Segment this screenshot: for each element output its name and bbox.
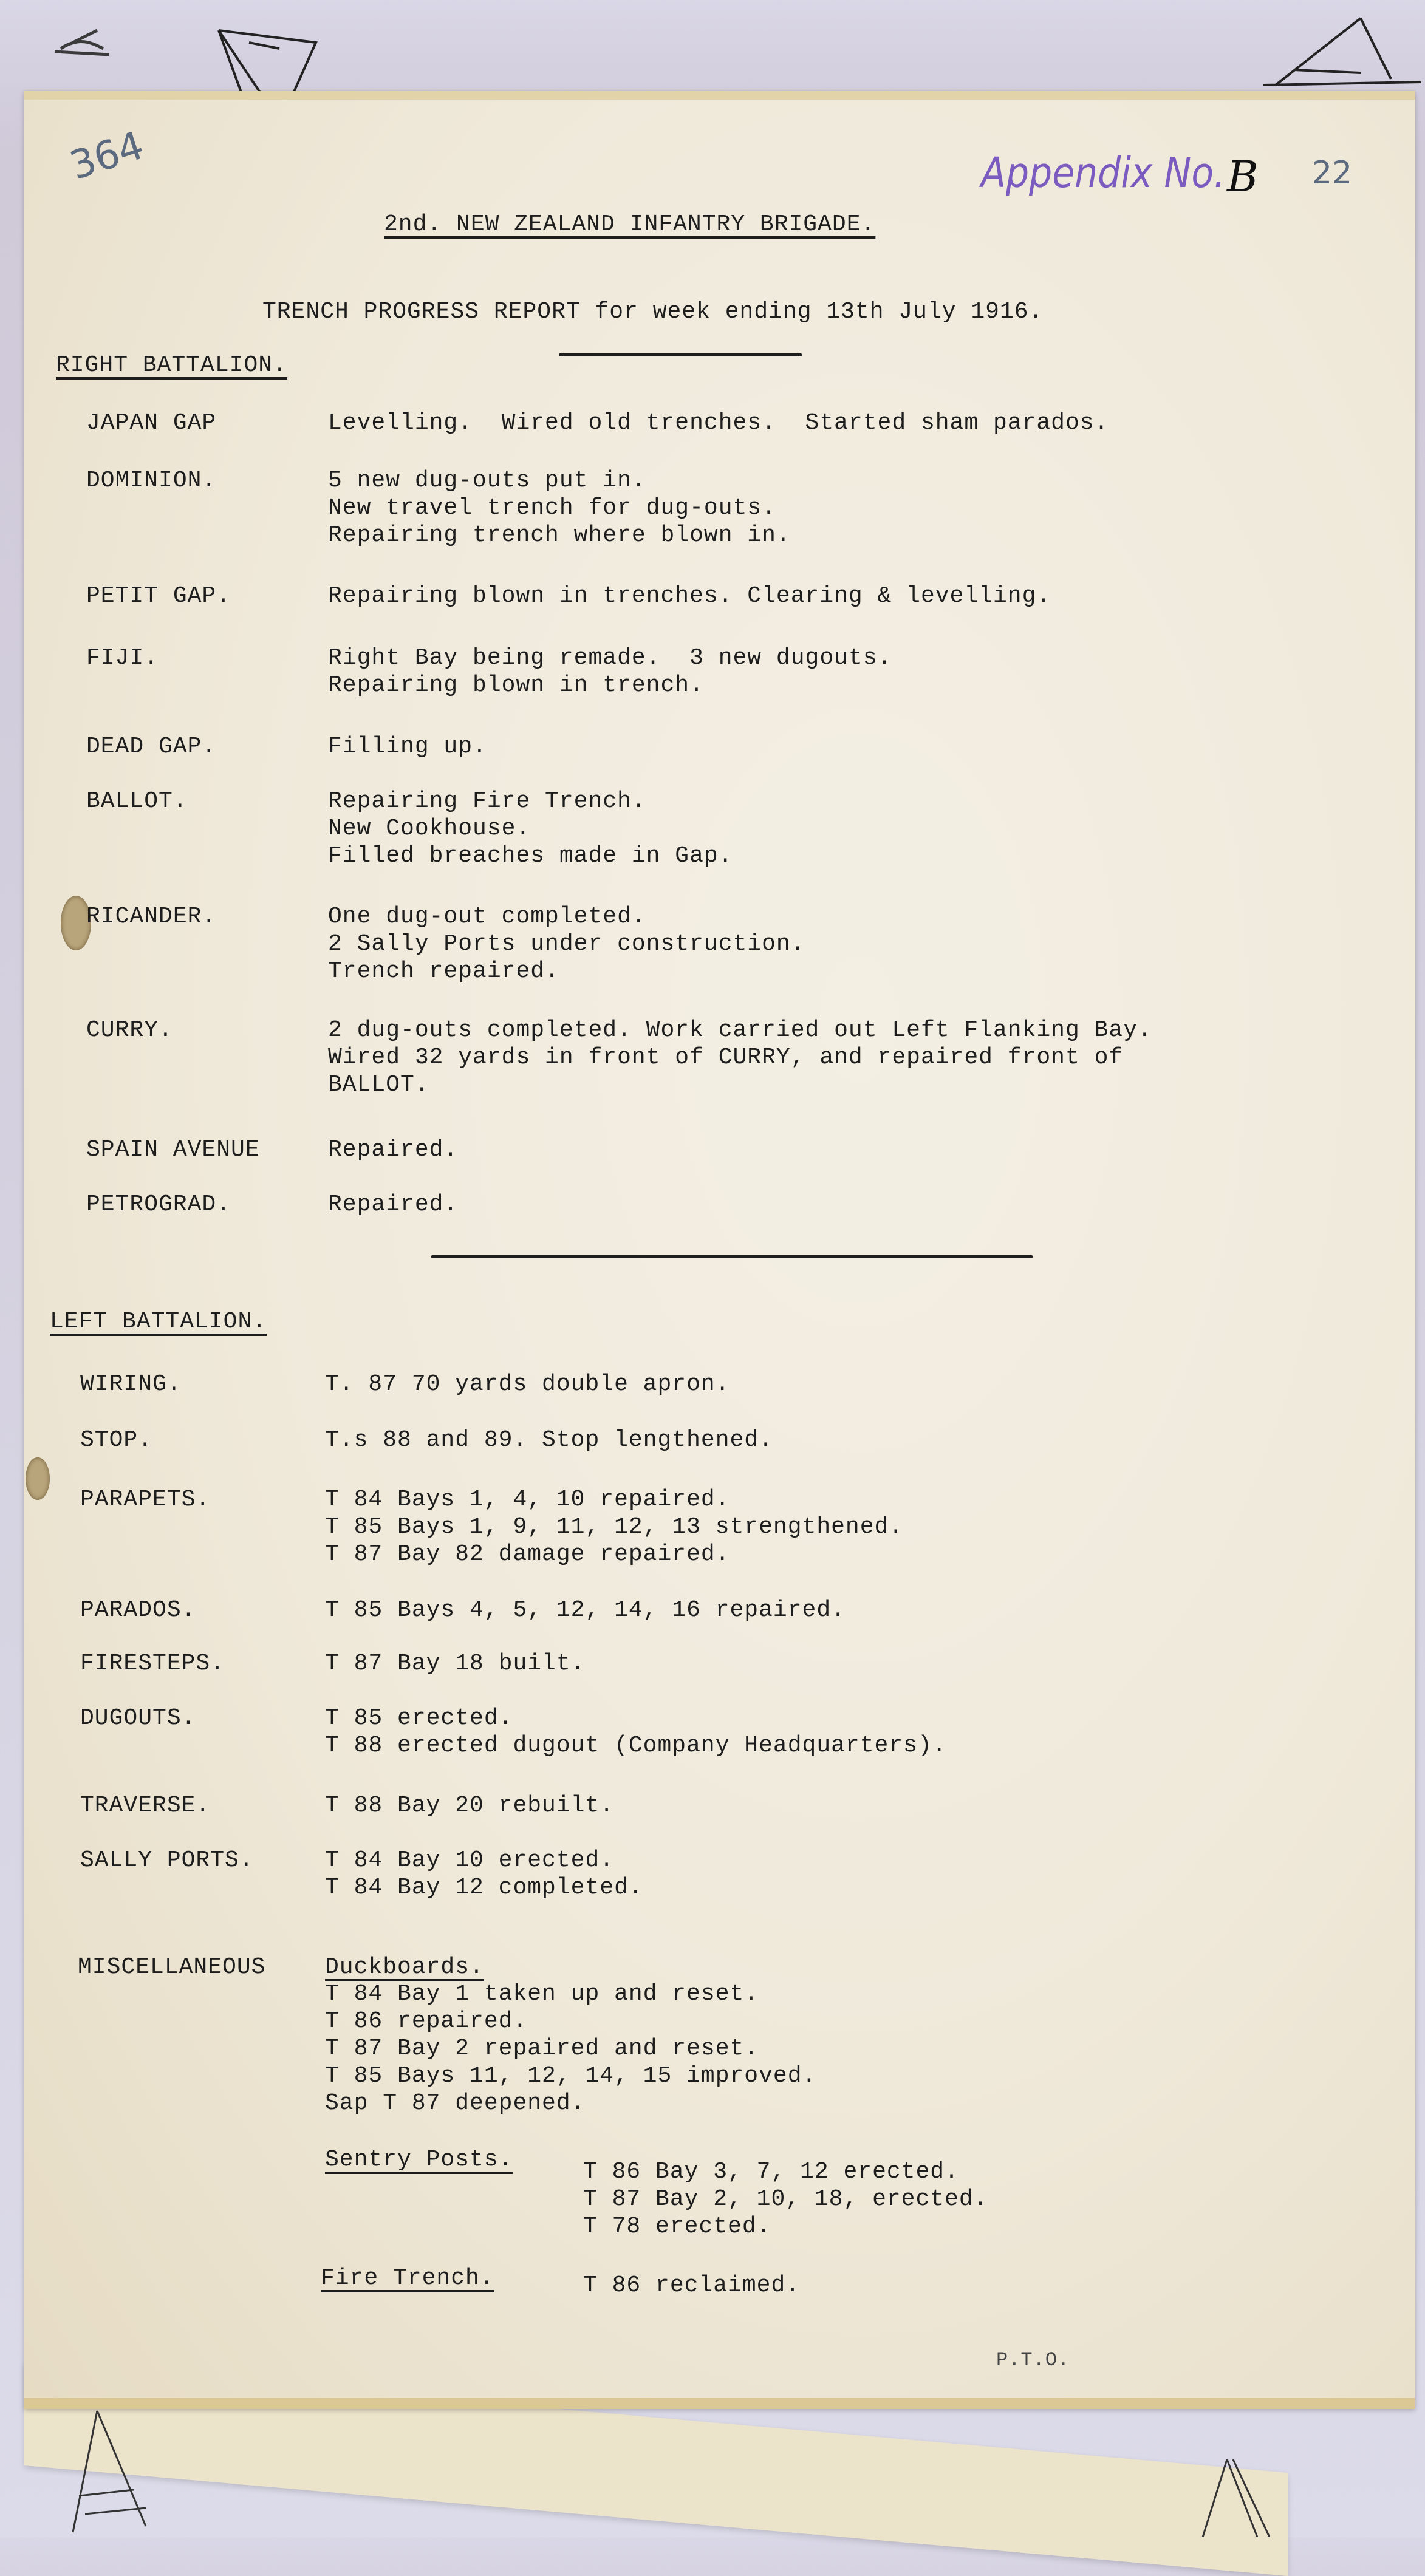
entry-line: Right Bay being remade. 3 new dugouts. xyxy=(328,645,892,671)
entry-line: T 78 erected. xyxy=(583,2213,771,2240)
left-battalion-heading: LEFT BATTALION. xyxy=(50,1309,267,1335)
entry-line: T.s 88 and 89. Stop lengthened. xyxy=(325,1427,773,1453)
report-title: TRENCH PROGRESS REPORT for week ending 13th July 1916. xyxy=(262,299,1044,325)
entry-line: T 87 Bay 82 damage repaired. xyxy=(325,1541,730,1567)
entry-line: T 84 Bay 12 completed. xyxy=(325,1875,643,1901)
appendix-label: Appendix No. xyxy=(981,148,1226,198)
entry-label: FIRESTEPS. xyxy=(80,1651,225,1677)
entry-label: SALLY PORTS. xyxy=(80,1847,254,1873)
entry-line: Filling up. xyxy=(328,734,487,760)
entry-line: T 87 Bay 2, 10, 18, erected. xyxy=(583,2186,988,2212)
entry-label: RICANDER. xyxy=(86,904,217,930)
sentry-posts-heading: Sentry Posts. xyxy=(325,2147,513,2173)
brigade-title: 2nd. NEW ZEALAND INFANTRY BRIGADE. xyxy=(384,211,876,237)
entry-label: STOP. xyxy=(80,1427,153,1453)
entry-line: T 86 repaired. xyxy=(325,2008,528,2034)
entry-line: Repairing trench where blown in. xyxy=(328,522,791,548)
folio-number: 364 xyxy=(64,123,149,189)
pencil-doodle-bottom-right xyxy=(1191,2459,1288,2537)
entry-label: TRAVERSE. xyxy=(80,1793,211,1819)
entry-line: Trench repaired. xyxy=(328,958,559,984)
pencil-doodle-top-left xyxy=(36,6,352,103)
entry-line: T 88 Bay 20 rebuilt. xyxy=(325,1793,615,1819)
entry-label: DUGOUTS. xyxy=(80,1705,196,1731)
entry-line: Repaired. xyxy=(328,1191,459,1218)
entry-line: Wired 32 yards in front of CURRY, and repaired front of xyxy=(328,1044,1124,1071)
entry-line: Repairing blown in trenches. Clearing & levelling. xyxy=(328,583,1051,609)
title-rule xyxy=(559,353,802,356)
entry-line: Levelling. Wired old trenches. Started sham parados. xyxy=(328,410,1109,436)
entry-line: T 87 Bay 18 built. xyxy=(325,1651,586,1677)
entry-label: PARAPETS. xyxy=(80,1487,211,1513)
pto-note: P.T.O. xyxy=(996,2349,1070,2371)
entry-line: T 85 erected. xyxy=(325,1705,513,1731)
entry-line: 2 Sally Ports under construction. xyxy=(328,931,805,957)
fire-trench-heading: Fire Trench. xyxy=(321,2265,494,2291)
right-battalion-heading: RIGHT BATTALION. xyxy=(56,352,287,378)
page-number: 22 xyxy=(1312,155,1353,191)
entry-line: New travel trench for dug-outs. xyxy=(328,495,776,521)
entry-line: Repaired. xyxy=(328,1137,459,1163)
entry-line: T 84 Bay 1 taken up and reset. xyxy=(325,1981,759,2007)
entry-label: FIJI. xyxy=(86,645,159,671)
duckboards-heading: Duckboards. xyxy=(325,1954,484,1980)
entry-label: CURRY. xyxy=(86,1017,173,1043)
entry-line: T 84 Bay 10 erected. xyxy=(325,1847,615,1873)
entry-line: T 86 Bay 3, 7, 12 erected. xyxy=(583,2159,959,2185)
entry-label: PARADOS. xyxy=(80,1597,196,1623)
entry-line: One dug-out completed. xyxy=(328,904,646,930)
entry-line: T. 87 70 yards double apron. xyxy=(325,1371,730,1397)
entry-label: DOMINION. xyxy=(86,468,217,494)
pencil-doodle-bottom-left xyxy=(61,2405,182,2537)
pencil-doodle-top-right xyxy=(1239,12,1421,97)
entry-label: PETIT GAP. xyxy=(86,583,231,609)
misc-label: MISCELLANEOUS xyxy=(78,1954,266,1980)
entry-line: 5 new dug-outs put in. xyxy=(328,468,646,494)
entry-line: New Cookhouse. xyxy=(328,816,531,842)
entry-line: T 84 Bays 1, 4, 10 repaired. xyxy=(325,1487,730,1513)
entry-line: Repairing blown in trench. xyxy=(328,672,704,698)
appendix-stamp xyxy=(981,149,1225,198)
entry-label: JAPAN GAP xyxy=(86,410,217,436)
appendix-letter: B xyxy=(1227,152,1259,202)
entry-line: BALLOT. xyxy=(328,1072,429,1098)
entry-line: Filled breaches made in Gap. xyxy=(328,843,733,869)
entry-line: T 85 Bays 11, 12, 14, 15 improved. xyxy=(325,2063,817,2089)
fire-trench-line: T 86 reclaimed. xyxy=(583,2272,801,2298)
entry-label: SPAIN AVENUE xyxy=(86,1137,260,1163)
entry-label: PETROGRAD. xyxy=(86,1191,231,1218)
entry-line: T 85 Bays 4, 5, 12, 14, 16 repaired. xyxy=(325,1597,846,1623)
battalion-divider xyxy=(431,1255,1033,1258)
entry-line: Repairing Fire Trench. xyxy=(328,788,646,814)
entry-line: T 85 Bays 1, 9, 11, 12, 13 strengthened. xyxy=(325,1514,904,1540)
entry-line: T 87 Bay 2 repaired and reset. xyxy=(325,2036,759,2062)
entry-line: T 88 erected dugout (Company Headquarters). xyxy=(325,1733,947,1759)
punch-hole-lower xyxy=(26,1457,50,1500)
entry-label: WIRING. xyxy=(80,1371,182,1397)
entry-label: BALLOT. xyxy=(86,788,188,814)
entry-label: DEAD GAP. xyxy=(86,734,217,760)
entry-line: Sap T 87 deepened. xyxy=(325,2090,586,2116)
entry-line: 2 dug-outs completed. Work carried out Left Flanking Bay. xyxy=(328,1017,1152,1043)
